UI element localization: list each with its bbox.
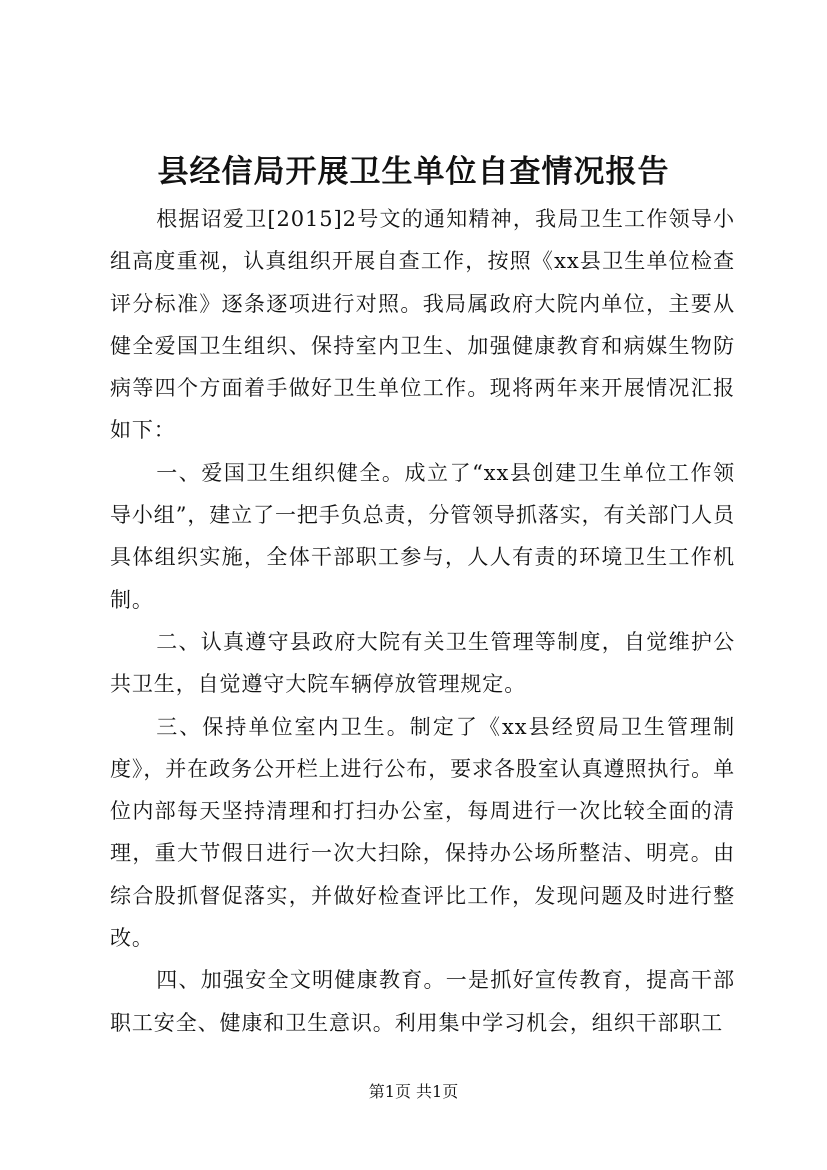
document-body [110,198,735,1044]
paragraph-section-4: 四、加强安全文明健康教育。一是抓好宣传教育，提高干部职工安全、健康和卫生意识。利用集中学习机会，组织干部职工 [110,968,735,1035]
document-title: 县经信局开展卫生单位自查情况报告 [157,154,670,190]
paragraph-section-2: 二、认真遵守县政府大院有关卫生管理等制度，自觉维护公共卫生，自觉遵守大院车辆停放管理规定。 [110,629,735,697]
paragraph-intro: 根据诏爱卫[2015]2号文的通知精神，我局卫生工作领导小组高度重视，认真组织开展自查工作，按照《xx县卫生单位检查评分标准》逐条逐项进行对照。我局属政府大院内单位，主要从健全爱国卫生组织、保持室内卫生、加强健康教育和病媒生物防病等四个方面着手做好卫生单位工作。现将两年来开展情况汇报如下： [110,207,735,443]
page-footer: 第1页 共1页 [368,1082,459,1101]
paragraph-section-1: 一、爱国卫生组织健全。成立了“xx县创建卫生单位工作领导小组”，建立了一把手负总责，分管领导抓落实，有关部门人员具体组织实施，全体干部职工参与，人人有责的环境卫生工作机制。 [110,460,735,612]
paragraph-section-3: 三、保持单位室内卫生。制定了《xx县经贸局卫生管理制度》，并在政务公开栏上进行公布，要求各股室认真遵照执行。单位内部每天坚持清理和打扫办公室，每周进行一次比较全面的清理，重大节假日进行一次大扫除，保持办公场所整洁、明亮。由综合股抓督促落实，并做好检查评比工作，发现问题及时进行整改。 [110,714,735,951]
